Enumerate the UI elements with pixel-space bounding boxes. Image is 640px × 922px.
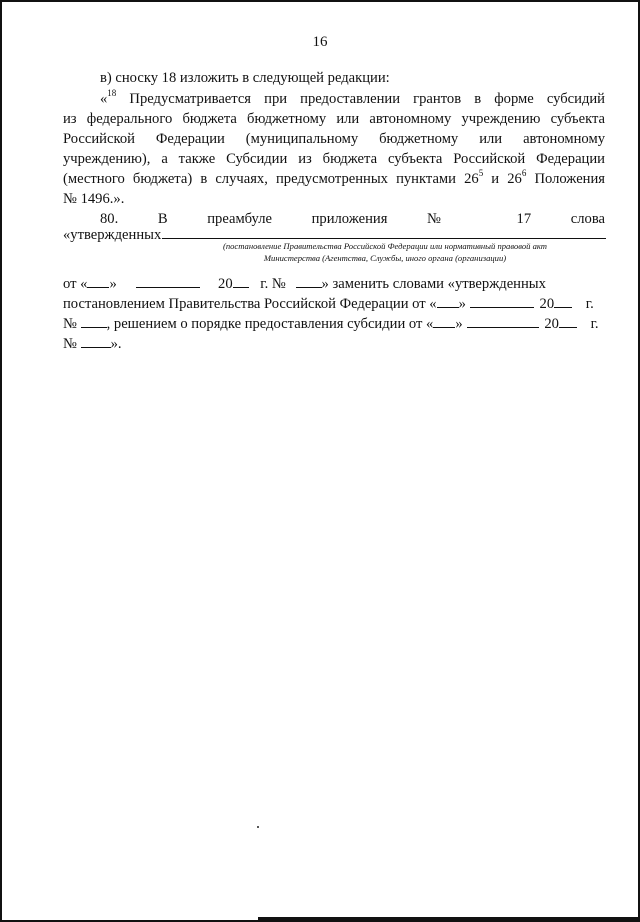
g-text: г. xyxy=(590,316,599,332)
blank-month xyxy=(470,293,534,308)
blank-year xyxy=(554,293,572,308)
footnote-line-3: Российской Федерации (муниципальному бюджетному или автономному xyxy=(63,131,605,147)
ot-text: от « xyxy=(63,276,88,292)
item-80-line-6 xyxy=(63,333,122,354)
section-v-heading: в) сноску 18 изложить в следующей редакции: xyxy=(100,70,390,86)
blank-month xyxy=(467,313,539,328)
footnote-line-1 xyxy=(100,89,605,109)
quote-close: » xyxy=(109,276,117,292)
footnote-line-2: из федерального бюджета бюджетному или автономному учреждению субъекта xyxy=(63,111,605,127)
item-80-line-3-rest: » заменить словами «утвержденных xyxy=(321,276,546,292)
blank-day xyxy=(87,273,109,288)
quote-close: » xyxy=(455,316,463,332)
fill-in-line xyxy=(162,238,606,239)
blank-year xyxy=(233,273,249,288)
footnote-line-5-b: и 26 xyxy=(483,171,522,187)
footnote-line-1-text: Предусматривается при предоставлении грантов в форме субсидий xyxy=(129,91,605,107)
footnote-line-6: № 1496.». xyxy=(63,191,125,207)
blank-number xyxy=(296,273,322,288)
scan-border-left xyxy=(0,0,2,922)
item-80-line-1: 80. В преамбуле приложения № 17 слова xyxy=(100,211,605,227)
footnote-line-4: учреждению), а также Субсидии из бюджета субъекта Российской Федерации xyxy=(63,151,605,167)
closing-quote: ». xyxy=(110,336,122,352)
no-sign: № xyxy=(63,316,77,332)
footnote-marker: 18 xyxy=(107,88,117,99)
footnote-line-5 xyxy=(63,169,605,189)
g-no-text: г. № xyxy=(260,276,286,292)
scan-speck xyxy=(257,826,259,828)
blank-number xyxy=(81,333,111,348)
superscript-5: 5 xyxy=(478,168,484,179)
superscript-6: 6 xyxy=(521,168,527,179)
item-80-line-5 xyxy=(63,313,605,334)
year-prefix: 20 xyxy=(218,276,233,292)
year-prefix: 20 xyxy=(539,296,555,312)
blank-day xyxy=(433,313,455,328)
blank-year xyxy=(559,313,577,328)
item-80-line-5-text: , решением о порядке предоставления субсидии от « xyxy=(106,316,434,332)
blank-number xyxy=(81,313,107,328)
quote-close: » xyxy=(458,296,466,312)
footnote-line-5-c: Положения xyxy=(526,171,606,187)
page-number: 16 xyxy=(312,34,328,50)
quote-open: « xyxy=(100,91,108,107)
blank-month xyxy=(136,273,200,288)
footnote-line-5-a: (местного бюджета) в случаях, предусмотренных пунктами 26 xyxy=(63,171,479,187)
field-caption-2: Министерства (Агентства, Службы, иного органа (организации) xyxy=(263,253,507,263)
item-80-line-3 xyxy=(63,273,605,294)
g-text: г. xyxy=(585,296,594,312)
item-80-line-2: «утвержденных xyxy=(63,227,162,243)
item-80-line-4 xyxy=(63,293,605,314)
no-sign: № xyxy=(63,336,77,352)
item-80-line-4-text: постановлением Правительства Российской Федерации от « xyxy=(63,296,437,312)
scan-artifact-bar xyxy=(258,917,640,922)
field-caption-1: (постановление Правительства Российской Федерации или нормативный правовой акт xyxy=(222,241,548,251)
scan-border-top xyxy=(0,0,640,2)
blank-day xyxy=(437,293,459,308)
year-prefix: 20 xyxy=(544,316,559,332)
